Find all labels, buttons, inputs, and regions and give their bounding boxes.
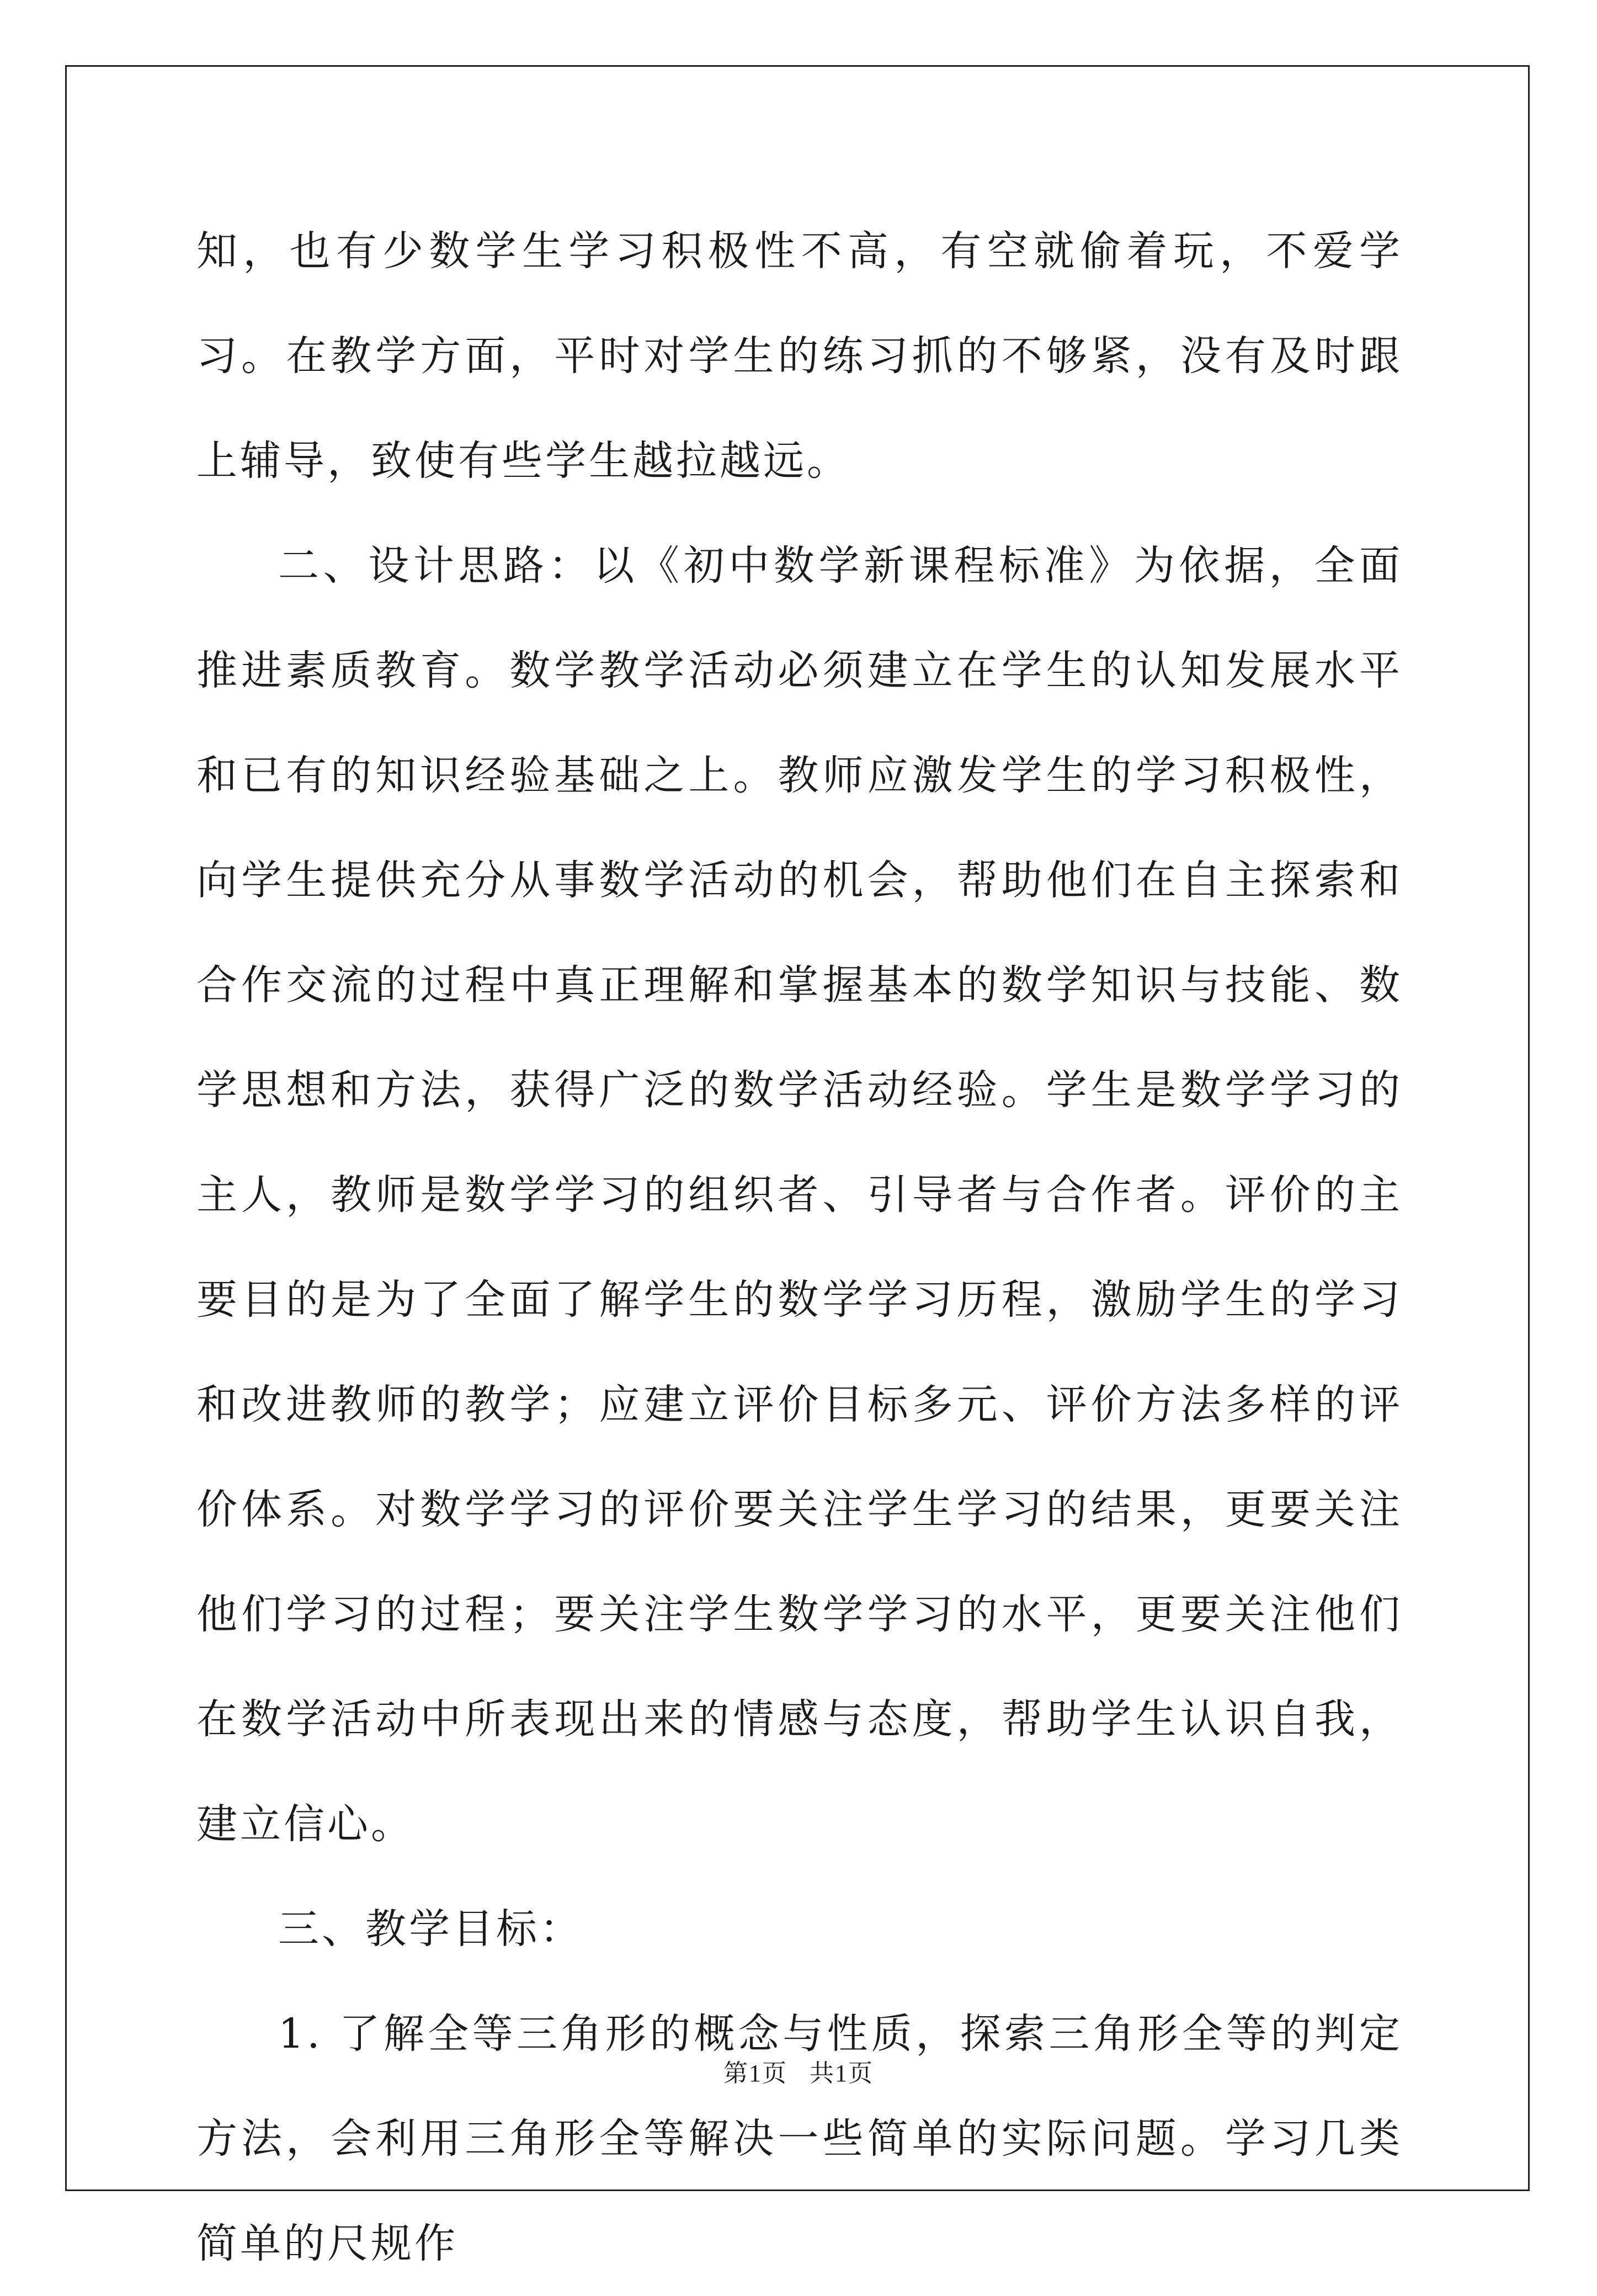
paragraph-design-approach: 二、设计思路：以《初中数学新课程标准》为依据，全面推进素质教育。数学教学活动必须建立在学生的认知发展水平和已有的知识经验基础之上。教师应激发学生的学习积极性，向学生提供充分从事数学活动的机会，帮助他们在自主探索和合作交流的过程中真正理解和掌握基本的数学知识与技能、数学思想和方法，获得广泛的数学活动经验。学生是数学学习的主人，教师是数学学习的组织者、引导者与合作者。评价的主要目的是为了全面了解学生的数学学习历程，激励学生的学习和改进教师的教学；应建立评价目标多元、评价方法多样的评价体系。对数学学习的评价要关注学生学习的结果，更要关注他们学习的过程；要关注学生数学学习的水平，更要关注他们在数学活动中所表现出来的情感与态度，帮助学生认识自我，建立信心。 — [196, 542, 1403, 1848]
paragraph-teaching-goals-heading: 三、教学目标： — [278, 1905, 583, 1953]
page-number: 第1页 — [723, 2060, 787, 2087]
page-total: 共1页 — [810, 2060, 874, 2087]
paragraph-goal-1: 1. 了解全等三角形的概念与性质，探索三角形全等的判定方法，会利用三角形全等解决一些简单的实际问题。学习几类简单的尺规作 — [196, 2010, 1403, 2267]
paragraph-continuation: 知，也有少数学生学习积极性不高，有空就偷着玩，不爱学习。在教学方面，平时对学生的练习抓的不够紧，没有及时跟上辅导，致使有些学生越拉越远。 — [196, 227, 1403, 485]
page-footer — [0, 2053, 1597, 2088]
document-body — [196, 199, 1403, 2296]
